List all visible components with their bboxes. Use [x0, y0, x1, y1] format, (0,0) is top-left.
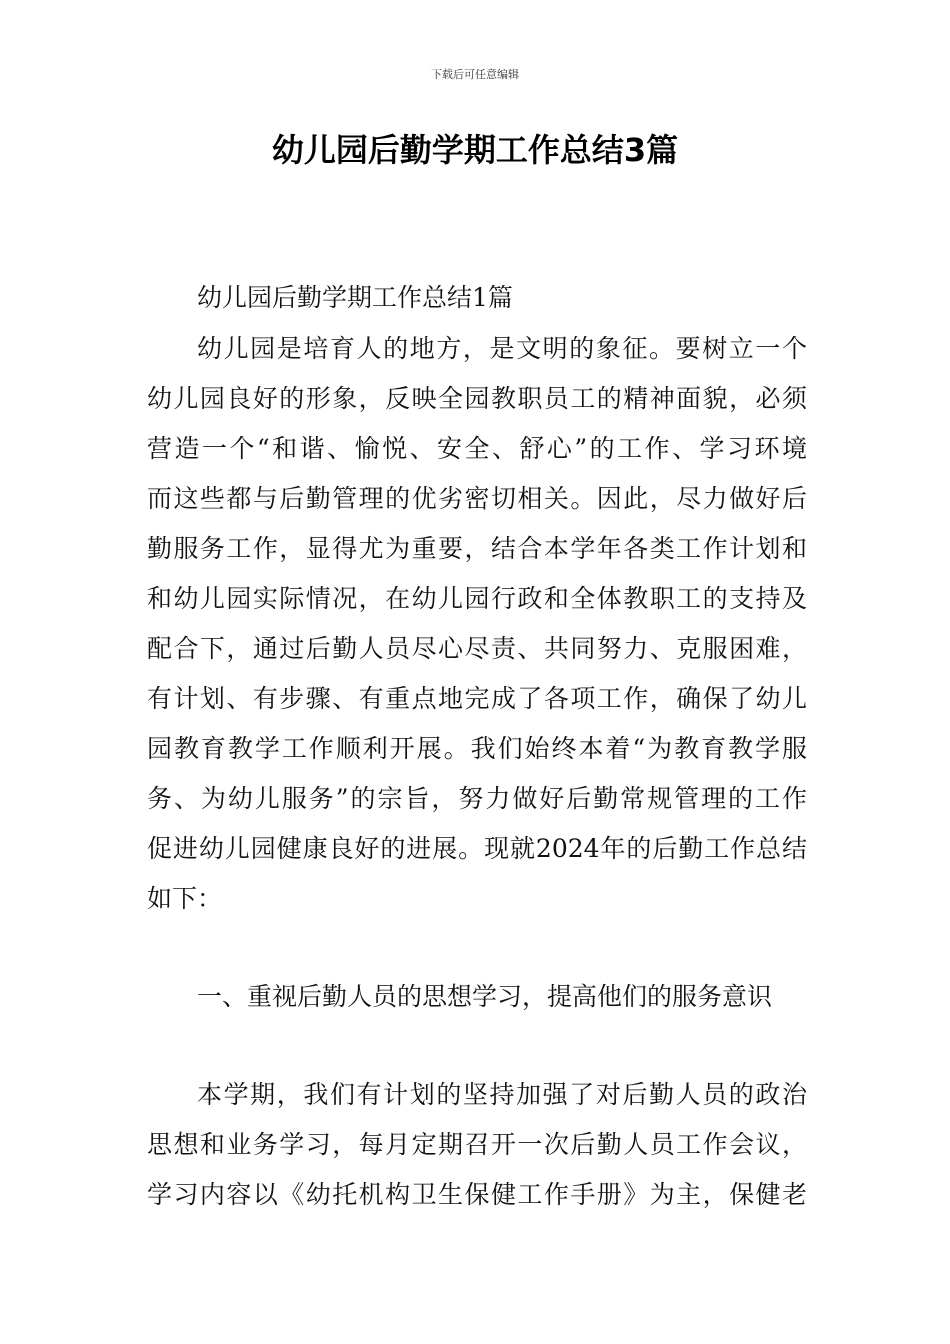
paragraph-line: 和幼儿园实际情况，在幼儿园行政和全体教职工的支持及	[147, 584, 807, 613]
paragraph-line: 幼儿园良好的形象，反映全园教职员工的精神面貌，必须	[147, 384, 807, 413]
paragraph-line: 本学期，我们有计划的坚持加强了对后勤人员的政治	[197, 1080, 807, 1109]
section-heading: 一、重视后勤人员的思想学习，提高他们的服务意识	[197, 982, 773, 1011]
subtitle: 幼儿园后勤学期工作总结1篇	[197, 283, 513, 312]
paragraph-line: 而这些都与后勤管理的优劣密切相关。因此，尽力做好后	[147, 484, 807, 513]
paragraph-line: 学习内容以《幼托机构卫生保健工作手册》为主，保健老	[147, 1180, 807, 1209]
paragraph-line: 营造一个“和谐、愉悦、安全、舒心”的工作、学习环境	[147, 434, 807, 463]
paragraph-line: 配合下，通过后勤人员尽心尽责、共同努力、克服困难，	[147, 634, 807, 663]
document-title: 幼儿园后勤学期工作总结3篇	[271, 131, 679, 169]
paragraph-line: 幼儿园是培育人的地方，是文明的象征。要树立一个	[197, 334, 807, 363]
paragraph-line: 促进幼儿园健康良好的进展。现就2024年的后勤工作总结	[147, 834, 807, 863]
paragraph-line: 有计划、有步骤、有重点地完成了各项工作，确保了幼儿	[147, 684, 807, 713]
paragraph-line: 园教育教学工作顺利开展。我们始终本着“为教育教学服	[147, 734, 807, 763]
paragraph-line: 勤服务工作，显得尤为重要，结合本学年各类工作计划和	[147, 534, 807, 563]
paragraph-line: 思想和业务学习，每月定期召开一次后勤人员工作会议，	[147, 1130, 807, 1159]
paragraph-line: 务、为幼儿服务”的宗旨，努力做好后勤常规管理的工作	[147, 784, 807, 813]
header-note: 下载后可任意编辑	[431, 68, 519, 81]
paragraph-line: 如下：	[147, 884, 223, 913]
